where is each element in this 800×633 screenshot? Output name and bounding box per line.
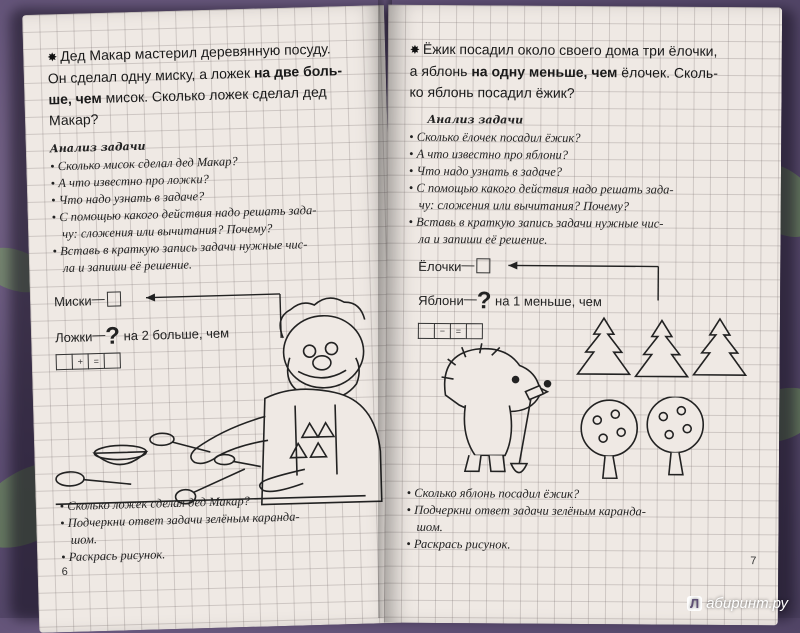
short-note-row-2: Ложки—? на 2 больше, чем <box>55 319 230 352</box>
problem-line: ёлочек. Сколь- <box>621 64 718 81</box>
problem-line: Он сделал одну миску, а ложек <box>48 65 251 87</box>
left-page <box>22 5 401 633</box>
analysis-questions <box>408 129 769 251</box>
short-note-label: Ложки <box>55 329 93 345</box>
question-item: • С помощью какого действия надо решать зада- <box>52 200 382 226</box>
problem-line: Дед Макар мастерил деревянную посуду. <box>60 40 331 64</box>
short-note-row-2: Яблони—? на 1 меньше, чем <box>418 287 602 316</box>
problem-bold: на одну <box>471 63 525 79</box>
short-note-label: Ёлочки <box>418 259 461 274</box>
apple-trees-illustration <box>573 396 714 487</box>
right-page <box>384 5 782 626</box>
short-note-label: Миски <box>54 293 92 309</box>
watermark <box>687 595 788 612</box>
question-item: чу: сложения или вычитания? Почему? <box>52 217 382 243</box>
question-item: • Сколько мисок сделал дед Макар? <box>50 149 380 175</box>
watermark-text: абиринт.ру <box>706 595 788 612</box>
question-item: чу: сложения или вычитания? Почему? <box>409 197 769 217</box>
question-item: • Что надо узнать в задаче? <box>51 183 381 209</box>
grandpa-illustration <box>30 295 398 515</box>
page-number: 7 <box>750 555 756 567</box>
analysis-title: Анализ задачи <box>427 113 523 127</box>
task-item: • Подчеркни ответ задачи зелёным каранда- <box>60 506 390 532</box>
flower-bullet-icon: ✸ <box>410 43 420 57</box>
problem-bold: на две боль- <box>254 62 343 80</box>
left-problem-text <box>47 37 379 131</box>
problem-line: мисок. Сколько ложек сделал дед <box>105 84 326 106</box>
question-item: • Вставь в краткую запись задачи нужные чис- <box>52 234 382 260</box>
question-item: • А что известно про яблони? <box>409 146 769 166</box>
problem-line: Ёжик посадил около своего дома три ёлочки, <box>423 41 718 59</box>
question-item: • А что известно про ложки? <box>51 166 381 192</box>
task-item: шом. <box>61 523 391 549</box>
connector-arrow <box>386 249 780 312</box>
eq-box[interactable]: = <box>450 323 466 339</box>
page-number: 6 <box>61 566 67 578</box>
task-item: • Подчеркни ответ задачи зелёным каранда- <box>407 502 767 522</box>
right-problem-text <box>409 39 773 106</box>
analysis-title: Анализ задачи <box>50 140 146 156</box>
short-note-row-1: Ёлочки— <box>418 257 490 275</box>
problem-line: ко яблонь посадил ёжик? <box>409 84 574 101</box>
task-item: шом. <box>406 519 766 539</box>
labirint-logo-icon: Л <box>687 596 702 611</box>
task-item: • Сколько ложек сделал дед Макар? <box>60 489 390 515</box>
task-list <box>60 489 392 566</box>
task-item: • Сколько яблонь посадил ёжик? <box>407 485 767 505</box>
question-item: ла и запиши её решение. <box>408 231 768 251</box>
hedgehog-illustration <box>425 335 566 486</box>
eq-box[interactable]: + <box>72 353 88 369</box>
task-item: • Раскрась рисунок. <box>61 540 391 566</box>
task-item: • Раскрась рисунок. <box>406 536 766 556</box>
question-item: • С помощью какого действия надо решать зада- <box>409 180 769 200</box>
question-item: ла и запиши её решение. <box>53 251 383 277</box>
short-note-label: Яблони <box>418 293 464 308</box>
fir-trees-illustration <box>573 314 764 395</box>
problem-bold: меньше, чем <box>529 64 618 81</box>
short-note-tail: на 1 меньше, чем <box>495 293 602 309</box>
question-item: • Вставь в краткую запись задачи нужные чис- <box>409 214 769 234</box>
question-item: • Что надо узнать в задаче? <box>409 163 769 183</box>
problem-line: Макар? <box>49 111 99 128</box>
short-note-row-1: Миски— <box>54 290 121 309</box>
question-item: • Сколько ёлочек посадил ёжик? <box>409 129 769 149</box>
problem-bold: ше, чем <box>48 90 102 107</box>
eq-box[interactable]: − <box>434 323 450 339</box>
task-list <box>406 485 766 556</box>
eq-box[interactable]: = <box>88 353 104 369</box>
analysis-questions <box>50 149 383 277</box>
short-note-tail: на 2 больше, чем <box>123 325 229 343</box>
question-mark: ? <box>477 287 492 314</box>
flower-bullet-icon: ✸ <box>47 50 57 64</box>
problem-line: а яблонь <box>410 63 468 79</box>
question-mark: ? <box>105 322 120 349</box>
